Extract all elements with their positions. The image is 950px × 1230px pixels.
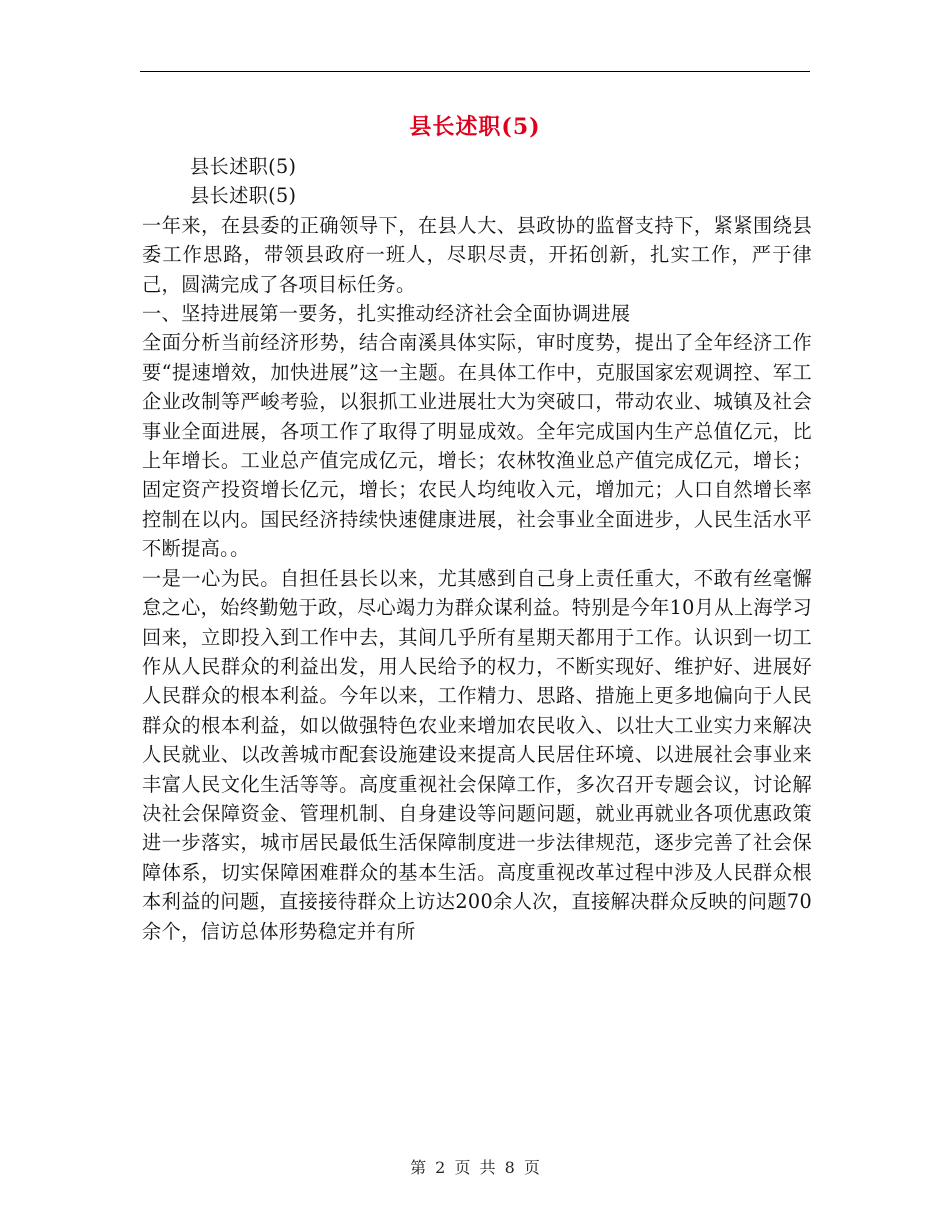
header-rule [140, 71, 810, 72]
subtitle-line: 县长述职(5) [190, 155, 297, 178]
paragraph-economy: 全面分析当前经济形势，结合南溪具体实际，审时度势，提出了全年经济工作要“提速增效，加快进展”这一主题。在具体工作中，克服国家宏观调控、军工企业改制等严峻考验，以狠抓工业进展壮大为突破口，带动农业、城镇及社会事业全面进展，各项工作了取得了明显成效。全年完成国内生产总值亿元，比上年增长。工业总产值完成亿元，增长；农林牧渔业总产值完成亿元，增长；固定资产投资增长亿元，增长；农民人均纯收入元，增加元；人口自然增长率控制在以内。国民经济持续快速健康进展，社会事业全面进步，人民生活水平不断提高。。 [142, 331, 812, 561]
paragraph-people: 一是一心为民。自担任县长以来，尤其感到自己身上责任重大，不敢有丝毫懈怠之心，始终勤勉于政，尽心竭力为群众谋利益。特别是今年10月从上海学习回来，立即投入到工作中去，其间几乎所有星期天都用于工作。认识到一切工作从人民群众的利益出发，用人民给予的权力，不断实现好、维护好、进展好人民群众的根本利益。今年以来，工作精力、思路、措施上更多地偏向于人民群众的根本利益，如以做强特色农业来增加农民收入、以壮大工业实力来解决人民就业、以改善城市配套设施建设来提高人民居住环境、以进展社会事业来丰富人民文化生活等等。高度重视社会保障工作，多次召开专题会议，讨论解决社会保障资金、管理机制、自身建设等问题问题，就业再就业各项优惠政策进一步落实，城市居民最低生活保障制度进一步法律规范，逐步完善了社会保障体系，切实保障困难群众的基本生活。高度重视改革过程中涉及人民群众根本利益的问题，直接接待群众上访达200余人次，直接解决群众反映的问题70余个，信访总体形势稳定并有所 [142, 566, 812, 943]
document-body [142, 152, 812, 946]
section-heading: 一、坚持进展第一要务，扎实推动经济社会全面协调进展 [142, 302, 631, 326]
document-title: 县长述职(5) [409, 114, 541, 140]
page-number: 第 2 页 共 8 页 [410, 1158, 540, 1177]
subtitle-line: 县长述职(5) [190, 184, 297, 208]
paragraph-intro: 一年来，在县委的正确领导下，在县人大、县政协的监督支持下，紧紧围绕县委工作思路，带领县政府一班人，尽职尽责，开拓创新，扎实工作，严于律己，圆满完成了各项目标任务。 [142, 213, 812, 296]
